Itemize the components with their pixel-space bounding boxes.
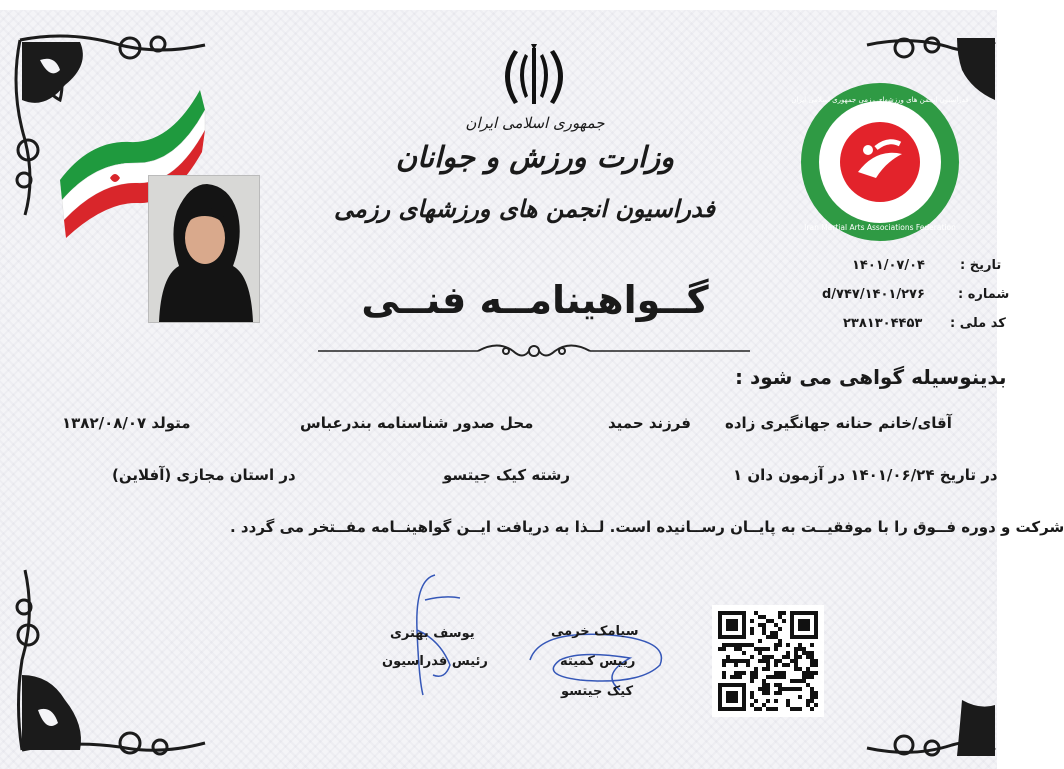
national-code-value: ۲۳۸۱۳۰۴۴۵۳ [843, 316, 923, 331]
header-ministry: وزارت ورزش و جوانان [395, 140, 675, 174]
certificate-title: گــواهینامــه فنــی [361, 278, 709, 322]
father-name: فرزند حمید [608, 414, 691, 432]
signer2-role: رئیس فدراسیون [382, 654, 488, 669]
number-label: شماره : [958, 287, 1010, 302]
header-republic: جمهوری اسلامی ایران [465, 114, 605, 132]
person-name: آقای/خانم حنانه جهانگیری زاده [725, 414, 952, 432]
header-federation: فدراسیون انجمن های ورزشهای رزمی [334, 194, 715, 223]
corner-ornament-bottom-right [862, 690, 997, 762]
national-code-label: کد ملی : [950, 316, 1006, 331]
qr-code-icon [712, 605, 824, 717]
portrait-image [149, 176, 259, 322]
date-label: تاریخ : [960, 258, 1002, 273]
corner-ornament-bottom-left [10, 565, 210, 760]
issue-place: محل صدور شناسنامه بندرعباس [300, 414, 534, 432]
intro-text: بدینوسیله گواهی می شود : [735, 365, 1007, 389]
closing-text: شرکت و دوره فــوق را با موفقیــت به پایــان رســانیده است. لــذا به دریافت ایــن گواهینــامه مفــتخر می گردد . [230, 518, 1064, 536]
discipline: رشته کیک جیتسو [443, 466, 570, 484]
iran-emblem-icon [498, 42, 570, 110]
province: در استان مجازی (آفلاین) [112, 466, 296, 484]
top-border [0, 0, 997, 10]
number-value: ۱۴۰۱/۲۷۶/d/۷۴۷ [822, 287, 925, 302]
signer1-role: رییس کمیته [560, 654, 636, 669]
birth-date: متولد ۱۳۸۲/۰۸/۰۷ [62, 414, 191, 432]
logo-ring-text-fa: فدراسیون انجمن های ورزشهای رزمی جمهوری اسلامی ایران [791, 96, 969, 104]
signer1-role2: کیک جیتسو [561, 684, 634, 699]
date-value: ۱۴۰۱/۰۷/۰۴ [852, 258, 925, 273]
logo-ring-text-en: Iran Martial Arts Associations Federation [804, 223, 956, 232]
signer1-name: سیامک خرمی [551, 624, 639, 639]
signer2-name: یوسف بهتری [390, 626, 475, 641]
portrait-photo [148, 175, 260, 323]
title-divider [318, 340, 750, 362]
exam-info: در تاریخ ۱۴۰۱/۰۶/۲۴ در آزمون دان ۱ [733, 466, 998, 484]
qr-code [712, 605, 824, 717]
federation-logo [791, 88, 969, 236]
